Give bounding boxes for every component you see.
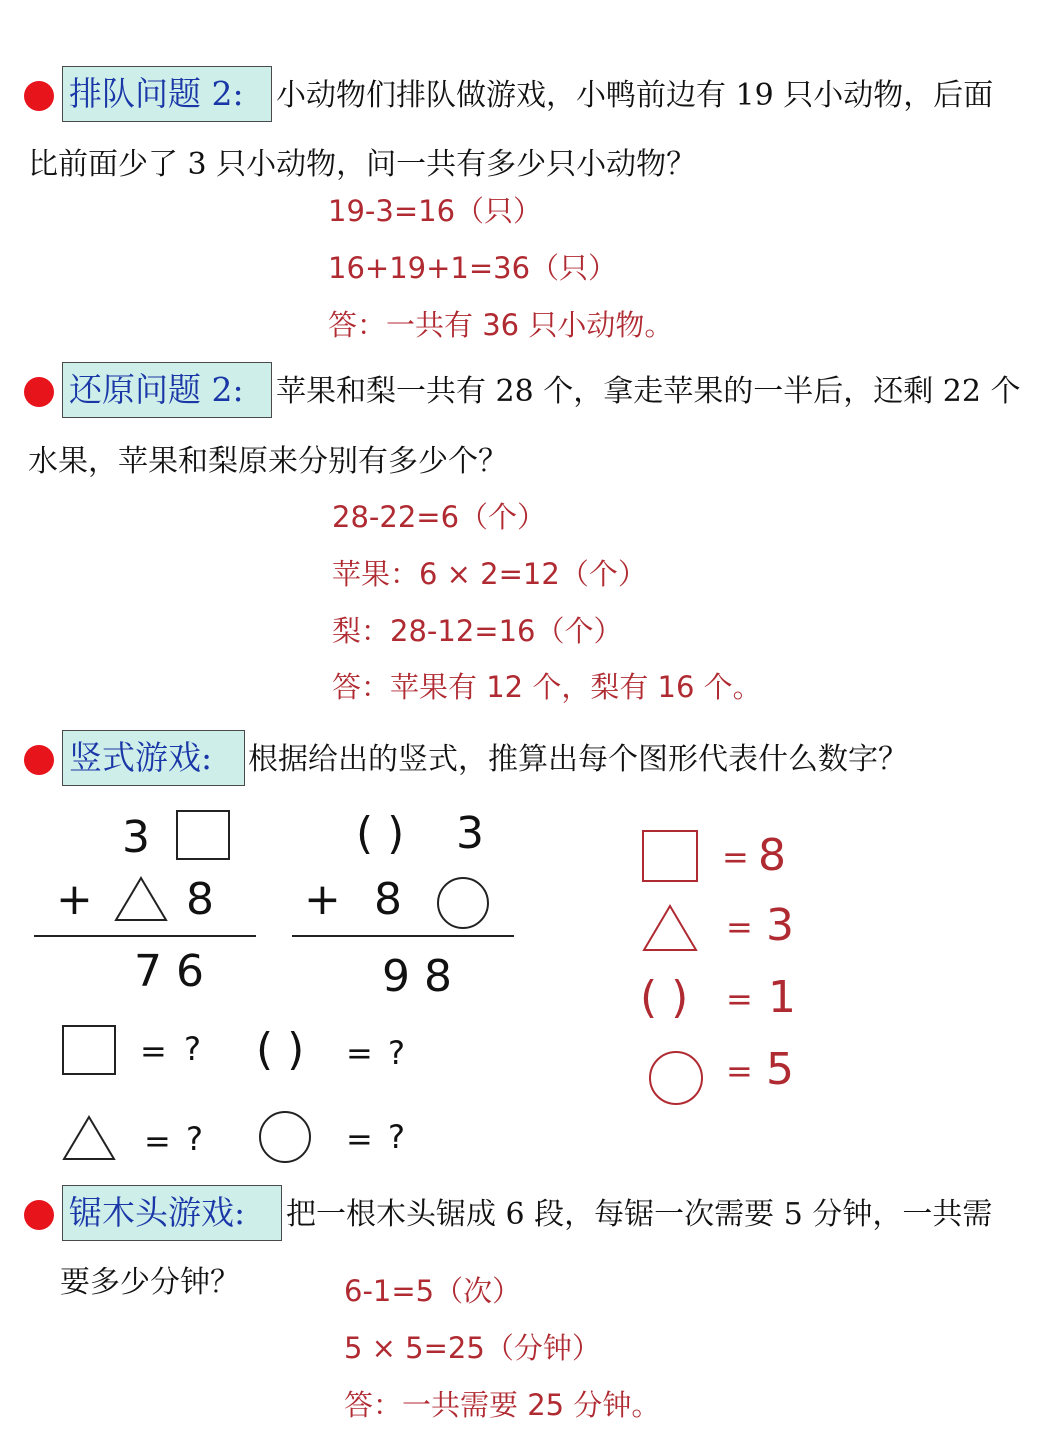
digit: 8 [186, 874, 214, 925]
question-mark: ? [184, 1030, 201, 1068]
solution-value: 8 [758, 830, 786, 881]
result-digits: 9 8 [382, 951, 452, 1002]
triangle-icon [642, 904, 698, 952]
answer-line: 答：一共需要 25 分钟。 [344, 1388, 661, 1422]
question-line-2: 水果，苹果和梨原来分别有多少个？ [28, 444, 508, 479]
equals-sign: = [346, 1120, 373, 1158]
sum-line [292, 935, 514, 937]
answer-line: 梨：28-12=16（个） [332, 614, 623, 648]
equals-sign: = [346, 1034, 373, 1072]
plus-sign: + [304, 874, 341, 925]
solution-value: 3 [766, 900, 794, 951]
answer-line: 答：一共有 36 只小动物。 [328, 308, 674, 342]
result-digits: 7 6 [134, 946, 204, 997]
square-icon [176, 810, 230, 860]
section-tag-vertical: 竖式游戏: [62, 730, 245, 786]
answer-line: 苹果：6 × 2=12（个） [332, 557, 647, 591]
answer-line: 6-1=5（次） [344, 1274, 522, 1308]
equals-sign: = [726, 980, 753, 1018]
sum-line [34, 935, 256, 937]
section-tag-restore: 还原问题 2: [62, 362, 272, 418]
question-mark: ? [388, 1034, 405, 1072]
question-line-1: 小动物们排队做游戏，小鸭前边有 19 只小动物，后面 [276, 78, 994, 113]
answer-line: 28-22=6（个） [332, 500, 547, 534]
paren-icon: ( ) [256, 1024, 305, 1075]
plus-sign: + [56, 874, 93, 925]
circle-icon [648, 1050, 704, 1106]
solution-value: 1 [768, 972, 796, 1023]
equals-sign: = [722, 838, 749, 876]
equals-sign: = [726, 908, 753, 946]
equals-sign: = [140, 1032, 167, 1070]
answer-line: 5 × 5=25（分钟） [344, 1331, 601, 1365]
answer-line: 16+19+1=36（只） [328, 251, 618, 285]
digit: 3 [456, 808, 484, 859]
digit: 8 [374, 874, 402, 925]
circle-icon [436, 876, 490, 930]
circle-icon [258, 1110, 312, 1164]
question-line-1: 苹果和梨一共有 28 个，拿走苹果的一半后，还剩 22 个 [276, 374, 1021, 409]
section-tag-sawing: 锯木头游戏: [62, 1185, 282, 1241]
equals-sign: = [726, 1052, 753, 1090]
equals-sign: = [144, 1122, 171, 1160]
question-line-2: 比前面少了 3 只小动物，问一共有多少只小动物？ [28, 147, 697, 182]
bullet-dot-icon [24, 81, 54, 111]
bullet-dot-icon [24, 1200, 54, 1230]
answer-line: 19-3=16（只） [328, 194, 543, 228]
answer-line: 答：苹果有 12 个，梨有 16 个。 [332, 670, 762, 704]
square-icon [62, 1025, 116, 1075]
question-mark: ? [388, 1118, 405, 1156]
bullet-dot-icon [24, 377, 54, 407]
question-mark: ? [186, 1120, 203, 1158]
paren-icon: ( ) [640, 972, 689, 1023]
triangle-icon [62, 1115, 116, 1161]
square-icon [642, 830, 698, 882]
paren-icon: ( ) [356, 808, 405, 859]
bullet-dot-icon [24, 745, 54, 775]
section-tag-queue: 排队问题 2: [62, 66, 272, 122]
digit: 3 [122, 812, 150, 863]
solution-value: 5 [766, 1044, 794, 1095]
question-line-1: 把一根木头锯成 6 段，每锯一次需要 5 分钟，一共需 [286, 1197, 993, 1232]
question-text: 根据给出的竖式，推算出每个图形代表什么数字？ [248, 742, 908, 777]
question-line-2: 要多少分钟？ [60, 1265, 240, 1300]
triangle-icon [114, 876, 168, 922]
